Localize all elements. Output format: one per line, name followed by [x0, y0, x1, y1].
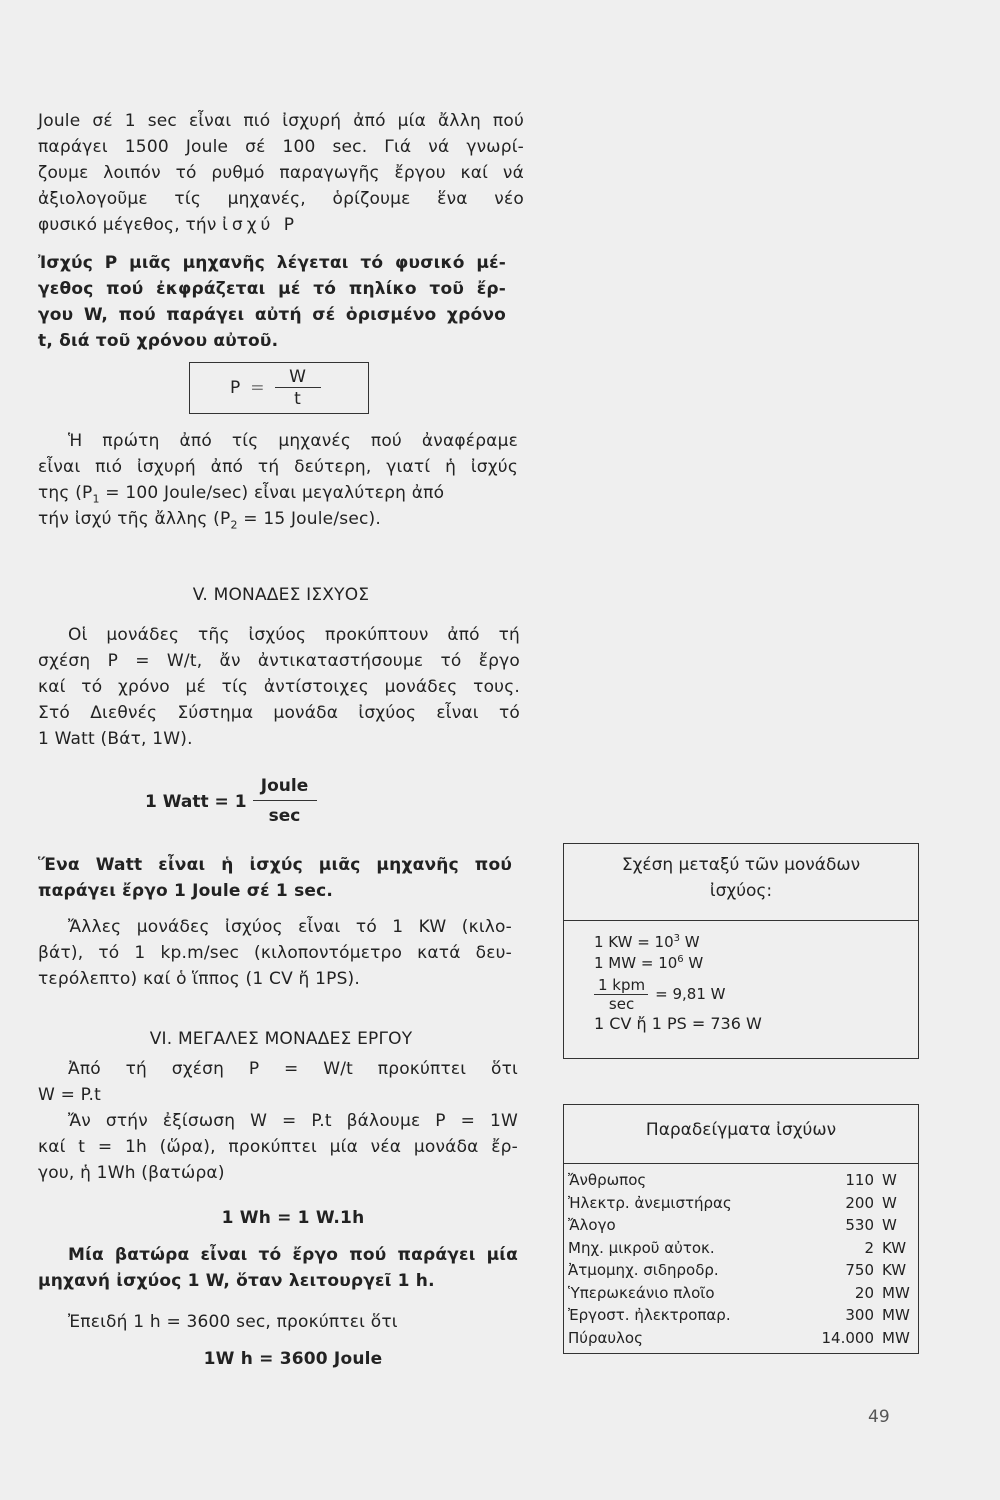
comparison-text: της (P	[38, 483, 93, 503]
example-unit: MW	[882, 1306, 910, 1324]
comparison-line	[38, 506, 518, 532]
example-row	[568, 1192, 914, 1215]
formula-denominator: t	[294, 388, 301, 409]
example-name: Ἄνθρωπος	[568, 1171, 647, 1189]
unit-relation-row	[594, 932, 762, 953]
example-unit: MW	[882, 1283, 910, 1302]
watt-formula-lhs: 1 Watt = 1	[145, 791, 247, 812]
example-unit: MW	[882, 1328, 910, 1347]
example-name: Ἠλεκτρ. ἀνεμιστήρας	[568, 1193, 732, 1212]
watthour-definition	[38, 1242, 518, 1294]
box-divider	[564, 920, 918, 921]
example-unit: W	[882, 1171, 897, 1189]
intro-line: ζουμε λοιπόν τό ρυθμό παραγωγῆς ἔργου καί νά	[38, 163, 524, 183]
unit-relation-row	[594, 976, 762, 1013]
unit-relations-box	[563, 843, 919, 1059]
intro-line: ἀξιολογοῦμε τίς μηχανές, ὁρίζουμε ἕνα νέο	[38, 189, 524, 209]
comparison-line: εἶναι πιό ἰσχυρή ἀπό τή δεύτερη, γιατί ἡ ἰσχύς	[38, 457, 518, 477]
section-vi-heading: VI. ΜΕΓΑΛΕΣ ΜΟΝΑΔΕΣ ΕΡΓΟΥ	[149, 1029, 413, 1049]
example-row	[568, 1304, 914, 1327]
section-vi-line: καί t = 1h (ὥρα), προκύπτει μία νέα μονάδα ἔρ-	[38, 1137, 518, 1157]
example-unit: KW	[882, 1261, 907, 1279]
watt-definition-line: παράγει ἔργο 1 Joule σέ 1 sec.	[38, 881, 334, 901]
example-row	[568, 1282, 914, 1305]
section-vi-line: W = P.t	[38, 1085, 101, 1105]
section-vi-line: Ἀπό τή σχέση P = W/t προκύπτει ὅτι	[68, 1059, 518, 1079]
superscript: 6	[677, 954, 684, 965]
example-row	[568, 1327, 914, 1350]
example-value: 20	[854, 1283, 874, 1302]
example-unit: W	[882, 1193, 897, 1212]
section-v-paragraph	[38, 622, 520, 752]
page-number: 49	[868, 1407, 890, 1427]
definition-line: t, διά τοῦ χρόνου αὐτοῦ.	[38, 331, 279, 351]
definition-line: Ἰσχύς P μιᾶς μηχανῆς λέγεται τό φυσικό μέ-	[38, 253, 506, 273]
watt-definition	[38, 852, 512, 904]
definition-line: γου W, πού παράγει αὐτή σέ ὁρισμένο χρόνο	[38, 305, 506, 325]
example-value: 2	[864, 1238, 874, 1257]
example-unit: W	[882, 1216, 897, 1234]
example-value: 750	[845, 1261, 874, 1279]
intro-line: Joule σέ 1 sec εἶναι πιό ἰσχυρή ἀπό μία ἄλλη πού	[38, 111, 524, 131]
intro-last-line	[38, 212, 524, 238]
comparison-paragraph	[38, 428, 518, 532]
power-examples-title: Παραδείγματα ἰσχύων	[645, 1120, 837, 1140]
unit-relations-title-line: Σχέση μεταξύ τῶν μονάδων	[621, 855, 861, 875]
watthour-definition-line: μηχανή ἰσχύος 1 W, ὅταν λειτουργεῖ 1 h.	[38, 1271, 435, 1291]
comparison-line	[38, 480, 518, 506]
watthour-definition-line: Μία βατώρα εἶναι τό ἔργο πού παράγει μία	[68, 1245, 518, 1265]
formula-fraction	[275, 367, 321, 410]
watt-numerator: Joule	[260, 776, 309, 796]
example-value: 300	[845, 1306, 874, 1324]
other-units-line: βάτ), τό 1 kp.m/sec (κιλοποντόμετρο κατά δευ-	[38, 943, 512, 963]
unit-relation-row: 1 CV ἤ 1 PS = 736 W	[594, 1014, 762, 1033]
relation-text: W	[680, 933, 700, 951]
example-row	[568, 1259, 914, 1282]
comparison-line: Ἡ πρώτη ἀπό τίς μηχανές πού ἀναφέραμε	[68, 431, 518, 451]
intro-line: παράγει 1500 Joule σέ 100 sec. Γιά νά γνωρί-	[38, 137, 524, 157]
section-vi-line: Ἄν στήν ἐξίσωση W = P.t βάλουμε P = 1W	[68, 1111, 518, 1131]
comparison-text: = 15 Joule/sec).	[237, 509, 381, 529]
section-vi-line: γου, ἡ 1Wh (βατώρα)	[38, 1163, 225, 1183]
watt-definition-line: Ἕνα Watt εἶναι ἡ ἰσχύς μιᾶς μηχανῆς πού	[38, 855, 512, 875]
unit-relations-rows	[594, 932, 762, 1034]
other-units-line: τερόλεπτο) καί ὁ ἵππος (1 CV ἤ 1PS).	[38, 969, 360, 989]
example-row	[568, 1169, 914, 1192]
relation-text: 1 MW = 10	[594, 954, 678, 972]
formula-lhs: P	[230, 378, 241, 398]
relation-text: W	[683, 954, 704, 972]
kpm-fraction	[594, 976, 649, 1013]
comparison-text: τήν ἰσχύ τῆς ἄλλης (P	[38, 509, 231, 529]
watt-denominator: sec	[268, 806, 301, 826]
example-row	[568, 1237, 914, 1260]
example-name: Μηχ. μικροῦ αὐτοκ.	[568, 1238, 715, 1257]
example-name: Ἐργοστ. ἠλεκτροπαρ.	[568, 1306, 731, 1324]
kpm-rest: = 9,81 W	[655, 985, 726, 1003]
subscript: 2	[230, 518, 238, 532]
example-value: 530	[845, 1216, 874, 1234]
kpm-numerator: 1 kpm	[598, 976, 646, 994]
intro-last-prefix: φυσικό μέγεθος, τήν	[38, 215, 217, 235]
section-vi-paragraph	[38, 1056, 518, 1186]
intro-paragraph	[38, 108, 524, 238]
watthour-formula: 1 Wh = 1 W.1h	[221, 1208, 365, 1228]
subscript: 1	[92, 492, 100, 506]
unit-relation-row	[594, 953, 762, 974]
section-v-heading: V. ΜΟΝΑΔΕΣ ΙΣΧΥΟΣ	[192, 585, 370, 605]
power-formula-box	[189, 362, 369, 414]
section-v-line: Στό Διεθνές Σύστημα μονάδα ἰσχύος εἶναι τό	[38, 703, 520, 723]
box-divider	[564, 1163, 918, 1164]
relation-text: 1 KW = 10	[594, 933, 674, 951]
power-definition	[38, 250, 506, 354]
since-line: Ἐπειδή 1 h = 3600 sec, προκύπτει ὅτι	[68, 1312, 398, 1332]
watt-fraction	[253, 776, 317, 827]
example-name: Ἀτμομηχ. σιδηροδρ.	[568, 1261, 719, 1279]
power-term: ἰσχύ P	[222, 215, 299, 235]
final-formula: 1W h = 3600 Joule	[203, 1349, 383, 1369]
unit-relations-title	[564, 852, 918, 904]
example-row	[568, 1214, 914, 1237]
other-units-paragraph	[38, 914, 512, 992]
example-name: Ὑπερωκεάνιο πλοῖο	[568, 1283, 715, 1302]
formula-numerator: W	[289, 366, 306, 387]
formula-eq: =	[250, 378, 265, 398]
example-name: Πύραυλος	[568, 1328, 643, 1347]
comparison-text: = 100 Joule/sec) εἶναι μεγαλύτερη ἀπό	[99, 483, 445, 503]
power-examples-table	[568, 1169, 914, 1349]
example-name: Ἄλογο	[568, 1216, 616, 1234]
definition-line: γεθος πού ἐκφράζεται μέ τό πηλίκο τοῦ ἔρ-	[38, 279, 506, 299]
superscript: 3	[673, 933, 681, 944]
watt-formula	[145, 776, 317, 827]
kpm-denominator: sec	[608, 995, 635, 1013]
example-unit: KW	[882, 1238, 907, 1257]
section-v-line: καί τό χρόνο μέ τίς ἀντίστοιχες μονάδες τους.	[38, 677, 520, 697]
power-examples-box	[563, 1104, 919, 1354]
fraction-bar	[253, 800, 317, 801]
section-v-line: Οἱ μονάδες τῆς ἰσχύος προκύπτουν ἀπό τή	[68, 625, 520, 645]
example-value: 200	[845, 1193, 874, 1212]
example-value: 14.000	[821, 1328, 874, 1347]
section-v-line: 1 Watt (Βάτ, 1W).	[38, 729, 193, 749]
example-value: 110	[845, 1171, 874, 1189]
unit-relations-title-line: ἰσχύος:	[709, 881, 773, 901]
other-units-line: Ἄλλες μονάδες ἰσχύος εἶναι τό 1 KW (κιλο-	[68, 917, 512, 937]
section-v-line: σχέση P = W/t, ἄν ἀντικαταστήσουμε τό ἔργο	[38, 651, 520, 671]
